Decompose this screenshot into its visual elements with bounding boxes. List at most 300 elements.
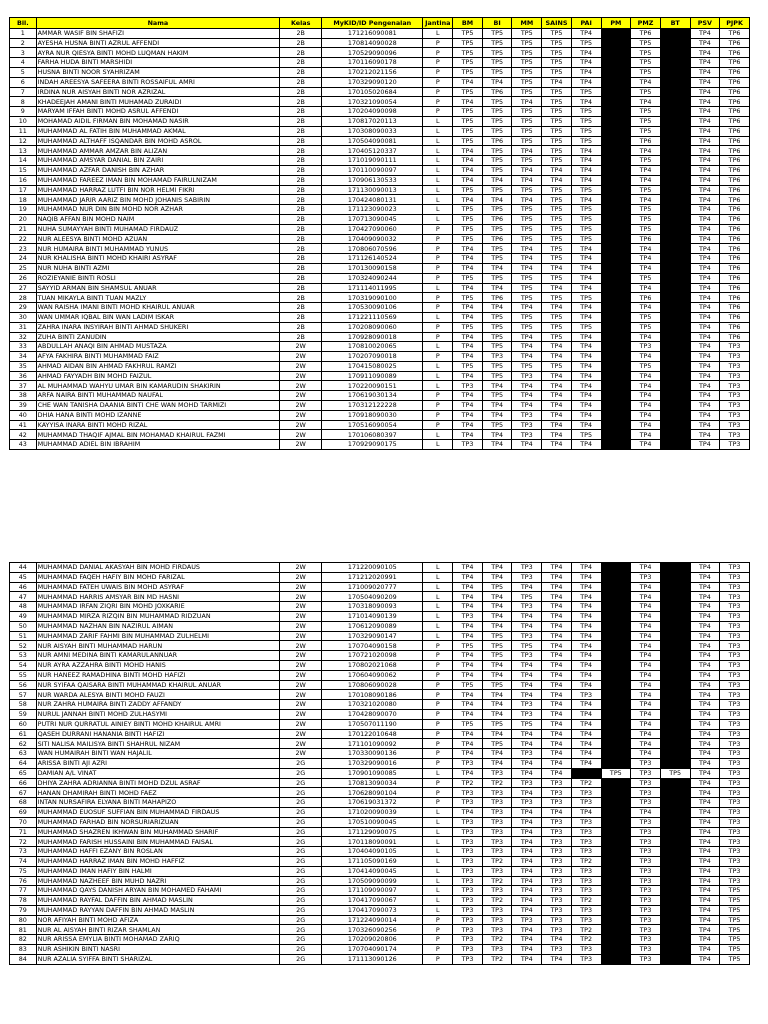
cell-nama: NUR HUMAIRA BINTI MUHAMMAD YUNUS: [36, 244, 280, 254]
cell-bt: [660, 807, 690, 817]
cell-mm: TP5: [512, 205, 542, 215]
cell-nama: NUR AMNI MEDINA BINTI KAMARULANNUAR: [36, 651, 280, 661]
cell-sains: TP4: [542, 611, 572, 621]
cell-mm: TP4: [512, 847, 542, 857]
cell-jantina: L: [423, 876, 453, 886]
cell-sains: TP4: [542, 739, 572, 749]
cell-nama: MUHAMMAD JARIR AARIZ BIN MOHD JOHANIS SABIRIN: [36, 195, 280, 205]
cell-sains: TP4: [542, 651, 572, 661]
cell-bm: TP5: [453, 107, 483, 117]
cell-kelas: 2W: [280, 420, 322, 430]
cell-pai: TP4: [571, 48, 601, 58]
cell-pm: [601, 58, 631, 68]
cell-psv: TP4: [690, 254, 720, 264]
cell-sains: TP5: [542, 28, 572, 38]
cell-jantina: L: [423, 195, 453, 205]
cell-bi: TP5: [482, 631, 512, 641]
cell-sains: TP5: [542, 195, 572, 205]
cell-nama: SAYYID ARMAN BIN SHAMSUL ANUAR: [36, 283, 280, 293]
cell-pjpk: TP6: [720, 165, 750, 175]
cell-bi: TP5: [482, 322, 512, 332]
cell-bm: TP4: [453, 165, 483, 175]
table-row: [10, 709, 750, 719]
cell-bi: TP3: [482, 905, 512, 915]
cell-sains: TP5: [542, 156, 572, 166]
cell-pm: [601, 749, 631, 759]
cell-kelas: 2B: [280, 87, 322, 97]
cell-pmz: TP4: [631, 611, 661, 621]
cell-psv: TP4: [690, 592, 720, 602]
cell-pjpk: TP6: [720, 322, 750, 332]
cell-psv: TP4: [690, 38, 720, 48]
cell-jantina: P: [423, 254, 453, 264]
cell-pm: [601, 876, 631, 886]
cell-kelas: 2G: [280, 758, 322, 768]
cell-sains: TP4: [542, 758, 572, 768]
cell-pmz: TP4: [631, 749, 661, 759]
cell-bil: 23: [10, 244, 37, 254]
cell-mykid: 170321020080: [322, 700, 423, 710]
cell-nama: MUHAMMAD THAQIF AJMAL BIN MOHAMAD KHAIRUL FAZMI: [36, 430, 280, 440]
cell-bt: [660, 788, 690, 798]
cell-mm: TP5: [512, 312, 542, 322]
cell-nama: AFYA FAKHIRA BINTI MUHAMMAD FAIZ: [36, 352, 280, 362]
cell-pm: [601, 107, 631, 117]
cell-pjpk: TP3: [720, 430, 750, 440]
cell-pm: [601, 896, 631, 906]
cell-bil: 69: [10, 807, 37, 817]
table-row: [10, 165, 750, 175]
cell-bi: TP4: [482, 660, 512, 670]
header-bt: BT: [660, 18, 690, 29]
cell-kelas: 2W: [280, 582, 322, 592]
cell-bm: TP4: [453, 97, 483, 107]
cell-pm: [601, 778, 631, 788]
cell-pm: [601, 758, 631, 768]
table-row: [10, 146, 750, 156]
cell-pmz: TP4: [631, 352, 661, 362]
cell-nama: HUSNA BINTI NOOR SYAHRIZAM: [36, 67, 280, 77]
cell-pmz: TP4: [631, 807, 661, 817]
cell-pjpk: TP6: [720, 87, 750, 97]
cell-bi: TP4: [482, 401, 512, 411]
cell-pai: TP5: [571, 38, 601, 48]
cell-bt: [660, 563, 690, 573]
cell-nama: AYRA NUR QIESYA BINTI MOHD LUQMAN HAKIM: [36, 48, 280, 58]
cell-bil: 22: [10, 234, 37, 244]
cell-pm: [601, 303, 631, 313]
cell-bt: [660, 817, 690, 827]
cell-pjpk: TP6: [720, 97, 750, 107]
table-row: [10, 690, 750, 700]
cell-bt: [660, 670, 690, 680]
cell-pmz: TP5: [631, 67, 661, 77]
cell-mm: TP4: [512, 856, 542, 866]
cell-bm: TP3: [453, 847, 483, 857]
cell-pjpk: TP5: [720, 935, 750, 945]
cell-psv: TP4: [690, 332, 720, 342]
cell-jantina: L: [423, 768, 453, 778]
cell-jantina: P: [423, 945, 453, 955]
cell-psv: TP4: [690, 28, 720, 38]
cell-jantina: L: [423, 563, 453, 573]
cell-bt: [660, 798, 690, 808]
cell-jantina: P: [423, 97, 453, 107]
cell-bm: TP3: [453, 866, 483, 876]
cell-pmz: TP3: [631, 768, 661, 778]
cell-bil: 40: [10, 410, 37, 420]
cell-bi: TP3: [482, 352, 512, 362]
table-row: [10, 58, 750, 68]
table-row: [10, 116, 750, 126]
cell-mm: TP5: [512, 185, 542, 195]
cell-bt: [660, 592, 690, 602]
cell-bt: [660, 234, 690, 244]
cell-pm: [601, 38, 631, 48]
cell-pjpk: TP6: [720, 146, 750, 156]
cell-bil: 1: [10, 28, 37, 38]
cell-pm: [601, 48, 631, 58]
table-row: [10, 234, 750, 244]
cell-kelas: 2W: [280, 680, 322, 690]
cell-mykid: 170428090070: [322, 709, 423, 719]
cell-mm: TP5: [512, 67, 542, 77]
cell-pmz: TP4: [631, 660, 661, 670]
cell-bt: [660, 136, 690, 146]
cell-mykid: 170721020098: [322, 651, 423, 661]
cell-mm: TP3: [512, 430, 542, 440]
cell-pmz: TP3: [631, 886, 661, 896]
cell-psv: TP4: [690, 381, 720, 391]
cell-pm: [601, 224, 631, 234]
cell-pjpk: TP6: [720, 48, 750, 58]
cell-mm: TP5: [512, 107, 542, 117]
cell-pmz: TP4: [631, 410, 661, 420]
cell-pm: [601, 165, 631, 175]
cell-bi: TP5: [482, 371, 512, 381]
cell-pjpk: TP3: [720, 876, 750, 886]
cell-psv: TP4: [690, 263, 720, 273]
cell-pm: [601, 651, 631, 661]
table-row: [10, 876, 750, 886]
cell-psv: TP4: [690, 670, 720, 680]
cell-kelas: 2G: [280, 925, 322, 935]
cell-mm: TP3: [512, 709, 542, 719]
cell-bt: [660, 244, 690, 254]
cell-pjpk: TP3: [720, 670, 750, 680]
cell-pjpk: TP3: [720, 847, 750, 857]
table-row: [10, 670, 750, 680]
cell-pai: TP5: [571, 205, 601, 215]
cell-pjpk: TP3: [720, 401, 750, 411]
cell-pai: TP4: [571, 729, 601, 739]
cell-bil: 54: [10, 660, 37, 670]
cell-pai: TP4: [571, 651, 601, 661]
cell-psv: TP4: [690, 126, 720, 136]
cell-pm: [601, 391, 631, 401]
cell-psv: TP4: [690, 954, 720, 964]
cell-sains: TP5: [542, 244, 572, 254]
cell-jantina: L: [423, 807, 453, 817]
cell-pm: [601, 283, 631, 293]
cell-bm: TP4: [453, 303, 483, 313]
cell-pmz: TP6: [631, 136, 661, 146]
cell-bm: TP4: [453, 77, 483, 87]
cell-pmz: TP5: [631, 322, 661, 332]
cell-mm: TP5: [512, 322, 542, 332]
cell-jantina: P: [423, 749, 453, 759]
cell-pai: TP4: [571, 67, 601, 77]
table-row: [10, 817, 750, 827]
cell-pai: TP4: [571, 592, 601, 602]
cell-bm: TP4: [453, 749, 483, 759]
cell-psv: TP4: [690, 77, 720, 87]
cell-mykid: 170326090256: [322, 925, 423, 935]
cell-bi: TP4: [482, 690, 512, 700]
cell-kelas: 2B: [280, 185, 322, 195]
cell-bt: [660, 87, 690, 97]
cell-pai: TP4: [571, 758, 601, 768]
table-row: [10, 107, 750, 117]
cell-bi: TP5: [482, 156, 512, 166]
cell-pjpk: TP3: [720, 807, 750, 817]
cell-sains: TP5: [542, 214, 572, 224]
cell-kelas: 2W: [280, 700, 322, 710]
cell-jantina: L: [423, 430, 453, 440]
table-row: [10, 263, 750, 273]
cell-kelas: 2B: [280, 58, 322, 68]
cell-kelas: 2B: [280, 165, 322, 175]
cell-bi: TP2: [482, 778, 512, 788]
cell-pmz: TP5: [631, 312, 661, 322]
cell-pai: TP3: [571, 866, 601, 876]
cell-bil: 75: [10, 866, 37, 876]
cell-jantina: P: [423, 670, 453, 680]
cell-pjpk: TP6: [720, 312, 750, 322]
cell-pai: TP4: [571, 312, 601, 322]
cell-pjpk: TP3: [720, 651, 750, 661]
cell-pm: [601, 611, 631, 621]
cell-pmz: TP3: [631, 905, 661, 915]
cell-mykid: 170209020806: [322, 935, 423, 945]
cell-psv: TP4: [690, 371, 720, 381]
cell-bm: TP4: [453, 651, 483, 661]
cell-bt: [660, 876, 690, 886]
cell-pm: [601, 925, 631, 935]
cell-sains: TP3: [542, 788, 572, 798]
cell-kelas: 2G: [280, 886, 322, 896]
cell-mm: TP3: [512, 410, 542, 420]
cell-pjpk: TP3: [720, 866, 750, 876]
cell-mm: TP4: [512, 195, 542, 205]
cell-kelas: 2B: [280, 244, 322, 254]
cell-sains: TP5: [542, 107, 572, 117]
cell-sains: TP4: [542, 303, 572, 313]
cell-pm: [601, 28, 631, 38]
cell-sains: TP5: [542, 146, 572, 156]
cell-bil: 79: [10, 905, 37, 915]
cell-kelas: 2G: [280, 837, 322, 847]
cell-mm: TP4: [512, 244, 542, 254]
cell-jantina: L: [423, 342, 453, 352]
cell-mykid: 170929090175: [322, 440, 423, 450]
cell-pai: TP4: [571, 572, 601, 582]
cell-pai: TP4: [571, 401, 601, 411]
cell-pmz: TP4: [631, 420, 661, 430]
table-row: [10, 322, 750, 332]
cell-pjpk: TP6: [720, 126, 750, 136]
cell-pai: TP3: [571, 837, 601, 847]
cell-kelas: 2G: [280, 768, 322, 778]
cell-jantina: L: [423, 856, 453, 866]
cell-bm: TP3: [453, 381, 483, 391]
cell-pmz: TP4: [631, 440, 661, 450]
cell-pjpk: TP3: [720, 837, 750, 847]
cell-pm: [601, 798, 631, 808]
cell-bm: TP5: [453, 214, 483, 224]
cell-sains: TP4: [542, 670, 572, 680]
cell-psv: TP4: [690, 768, 720, 778]
cell-bm: TP3: [453, 886, 483, 896]
cell-bil: 4: [10, 58, 37, 68]
cell-nama: SITI NALISA MAILISYA BINTI SHAHRUL NIZAM: [36, 739, 280, 749]
cell-nama: MOHAMAD AIDIL FIRMAN BIN MOHAMAD NASIR: [36, 116, 280, 126]
cell-bi: TP5: [482, 680, 512, 690]
cell-mm: TP4: [512, 401, 542, 411]
cell-pm: [601, 136, 631, 146]
cell-pm: [601, 680, 631, 690]
cell-sains: TP4: [542, 621, 572, 631]
cell-jantina: P: [423, 391, 453, 401]
cell-bil: 47: [10, 592, 37, 602]
cell-mm: TP5: [512, 234, 542, 244]
cell-mykid: 171220090105: [322, 563, 423, 573]
cell-psv: TP4: [690, 87, 720, 97]
cell-pjpk: TP6: [720, 67, 750, 77]
cell-psv: TP4: [690, 214, 720, 224]
cell-jantina: L: [423, 905, 453, 915]
cell-pjpk: TP5: [720, 915, 750, 925]
cell-bt: [660, 739, 690, 749]
cell-kelas: 2W: [280, 660, 322, 670]
cell-kelas: 2G: [280, 954, 322, 964]
cell-bt: [660, 97, 690, 107]
cell-mykid: 170713090045: [322, 214, 423, 224]
cell-kelas: 2B: [280, 175, 322, 185]
cell-pmz: TP4: [631, 680, 661, 690]
cell-mm: TP5: [512, 293, 542, 303]
cell-nama: MUHAMMAD AZFAR DANISH BIN AZHAR: [36, 165, 280, 175]
table-row: [10, 866, 750, 876]
cell-mykid: 170817020113: [322, 116, 423, 126]
cell-psv: TP4: [690, 410, 720, 420]
cell-pai: TP4: [571, 97, 601, 107]
cell-kelas: 2B: [280, 156, 322, 166]
cell-kelas: 2B: [280, 205, 322, 215]
cell-mykid: 170417090073: [322, 905, 423, 915]
cell-bm: TP5: [453, 185, 483, 195]
cell-sains: TP5: [542, 361, 572, 371]
table-row: [10, 856, 750, 866]
header-bi: BI: [482, 18, 512, 29]
cell-jantina: L: [423, 214, 453, 224]
cell-bi: TP3: [482, 866, 512, 876]
cell-bt: [660, 837, 690, 847]
table-row: [10, 719, 750, 729]
cell-bi: TP3: [482, 847, 512, 857]
cell-mm: TP3: [512, 915, 542, 925]
cell-bt: [660, 205, 690, 215]
cell-mykid: 171109090097: [322, 886, 423, 896]
cell-bm: TP5: [453, 322, 483, 332]
cell-bil: 31: [10, 322, 37, 332]
cell-pmz: TP4: [631, 651, 661, 661]
cell-pmz: TP4: [631, 670, 661, 680]
cell-sains: TP5: [542, 293, 572, 303]
cell-pmz: TP4: [631, 631, 661, 641]
cell-sains: TP3: [542, 847, 572, 857]
cell-mm: TP5: [512, 224, 542, 234]
cell-mm: TP3: [512, 420, 542, 430]
cell-pai: [571, 768, 601, 778]
cell-pmz: TP3: [631, 876, 661, 886]
cell-pai: TP5: [571, 126, 601, 136]
cell-pmz: TP3: [631, 788, 661, 798]
cell-jantina: L: [423, 312, 453, 322]
cell-kelas: 2B: [280, 28, 322, 38]
cell-pm: [601, 195, 631, 205]
cell-pai: TP2: [571, 778, 601, 788]
cell-pm: [601, 729, 631, 739]
cell-bil: 74: [10, 856, 37, 866]
cell-pjpk: TP3: [720, 768, 750, 778]
cell-pmz: TP4: [631, 165, 661, 175]
cell-sains: TP4: [542, 690, 572, 700]
table-row: [10, 739, 750, 749]
cell-bm: TP3: [453, 837, 483, 847]
cell-pmz: TP4: [631, 430, 661, 440]
cell-jantina: P: [423, 641, 453, 651]
cell-pai: TP3: [571, 905, 601, 915]
cell-mm: TP4: [512, 391, 542, 401]
cell-pmz: TP5: [631, 361, 661, 371]
cell-bt: [660, 729, 690, 739]
cell-bt: [660, 690, 690, 700]
cell-nama: ZAHRA INARA INSYIRAH BINTI AHMAD SHUKERI: [36, 322, 280, 332]
cell-mykid: 170510090045: [322, 817, 423, 827]
cell-nama: NUR ZAHRA HUMAIRA BINTI ZADDY AFFANDY: [36, 700, 280, 710]
cell-bi: TP5: [482, 244, 512, 254]
cell-pm: [601, 156, 631, 166]
table-row: [10, 592, 750, 602]
cell-psv: TP4: [690, 817, 720, 827]
cell-bm: TP4: [453, 768, 483, 778]
cell-pjpk: TP5: [720, 905, 750, 915]
cell-mykid: 170619031372: [322, 798, 423, 808]
cell-mykid: 171014090139: [322, 611, 423, 621]
cell-bi: TP4: [482, 700, 512, 710]
cell-kelas: 2B: [280, 263, 322, 273]
cell-kelas: 2G: [280, 788, 322, 798]
cell-pjpk: TP3: [720, 602, 750, 612]
cell-pm: [601, 146, 631, 156]
cell-bi: TP5: [482, 342, 512, 352]
cell-bm: TP5: [453, 205, 483, 215]
cell-bil: 35: [10, 361, 37, 371]
cell-pjpk: TP6: [720, 156, 750, 166]
cell-psv: TP4: [690, 856, 720, 866]
cell-bi: TP4: [482, 563, 512, 573]
